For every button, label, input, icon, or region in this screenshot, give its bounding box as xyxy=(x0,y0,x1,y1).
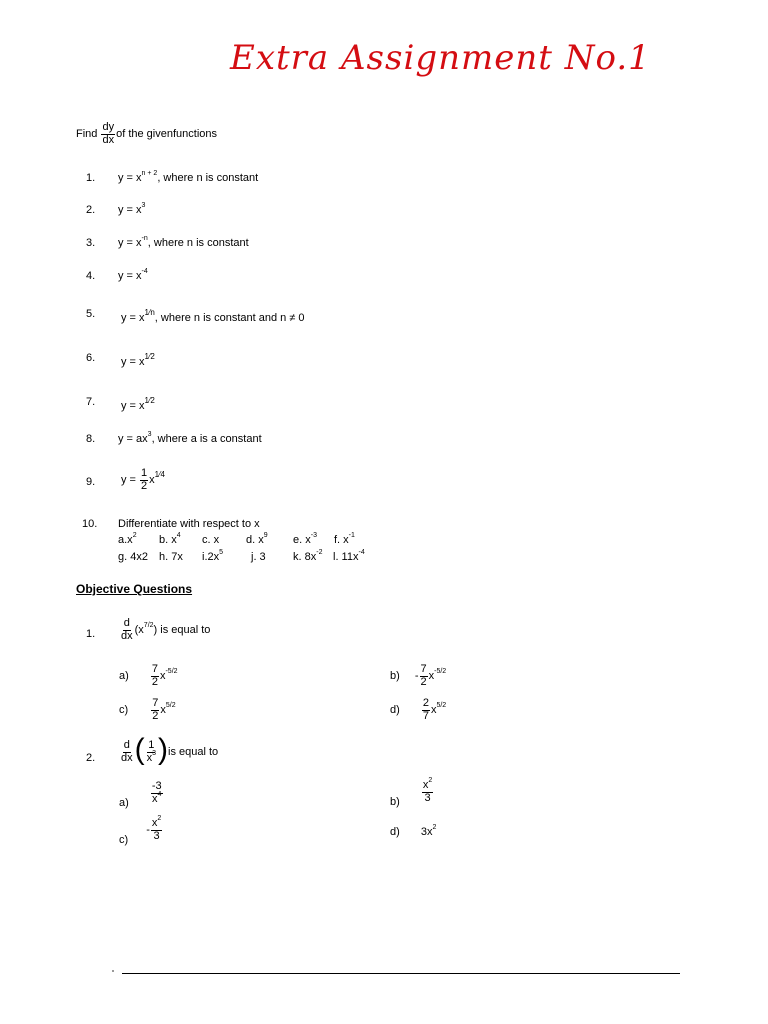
question-stem xyxy=(119,618,210,642)
p10-item xyxy=(333,551,365,563)
item-base: j. 3 xyxy=(251,551,266,563)
item-base: e. x xyxy=(293,534,311,546)
num-base: x xyxy=(422,779,429,791)
footer-rule xyxy=(122,973,680,974)
problem-number: 7. xyxy=(86,396,96,408)
expr-base: y = x xyxy=(118,204,142,216)
question-stem xyxy=(119,733,219,767)
option-label: d) xyxy=(390,826,400,838)
problem-number: 4. xyxy=(86,270,96,282)
item-base: k. 8x xyxy=(293,551,317,563)
option-fraction xyxy=(151,698,159,722)
option-b[interactable] xyxy=(390,664,446,688)
footer-dot xyxy=(112,970,114,972)
option-label: a) xyxy=(119,796,129,809)
p10-item xyxy=(246,534,268,546)
left-paren: ( xyxy=(134,733,145,767)
option-exponent: 2 xyxy=(432,824,437,832)
expr-base: y = x xyxy=(121,356,145,368)
intro-find: Find xyxy=(76,127,98,140)
option-fraction xyxy=(151,664,159,688)
problem-expression xyxy=(118,172,258,184)
option-fraction xyxy=(420,664,428,688)
problem-expression xyxy=(121,396,155,412)
dy-dx-fraction xyxy=(101,122,115,146)
item-base: g. 4x2 xyxy=(118,551,148,563)
expr-base: y = x xyxy=(121,312,145,324)
arg-close: ) xyxy=(153,623,158,636)
item-exponent: -2 xyxy=(316,549,323,557)
option-exponent: -5/2 xyxy=(165,668,178,676)
option-c[interactable] xyxy=(119,698,176,722)
den-base: x xyxy=(146,751,153,764)
item-base: a.x xyxy=(118,534,133,546)
option-b[interactable] xyxy=(390,777,434,808)
fraction-denominator: dx xyxy=(102,133,115,146)
problem-number: 6. xyxy=(86,352,96,364)
arg-exponent: 7/2 xyxy=(143,622,154,630)
option-d[interactable] xyxy=(390,826,436,838)
expr-exponent: 1⁄4 xyxy=(154,469,165,479)
option-exponent: 5/2 xyxy=(436,702,447,710)
problem-instruction: Differentiate with respect to x xyxy=(118,518,260,530)
option-fraction xyxy=(151,781,163,805)
problem-number: 8. xyxy=(86,433,96,445)
option-d[interactable] xyxy=(390,698,446,722)
item-base: b. x xyxy=(159,534,177,546)
item-base: l. 11x xyxy=(333,551,359,563)
question-number: 2. xyxy=(86,752,96,764)
option-label: d) xyxy=(390,703,400,716)
fraction-denominator xyxy=(146,749,157,765)
p10-item xyxy=(159,551,183,563)
question-tail: is equal to xyxy=(168,745,219,758)
item-base: h. 7x xyxy=(159,551,183,563)
expr-exponent: n + 2 xyxy=(141,170,158,178)
expr-base: y = x xyxy=(118,237,142,249)
page-title: Extra Assignment No.1 xyxy=(230,38,651,78)
fraction-numerator xyxy=(422,777,433,793)
expr-tail: , where n is constant xyxy=(147,237,249,249)
option-base: x xyxy=(159,669,166,682)
fraction-denominator xyxy=(151,790,162,806)
item-base: f. x xyxy=(334,534,349,546)
fraction-numerator: -3 xyxy=(151,780,162,792)
fraction-denominator: 7 xyxy=(422,709,429,722)
problem-number: 3. xyxy=(86,237,96,249)
item-exponent: 4 xyxy=(176,532,181,540)
option-base: 3x xyxy=(420,826,433,838)
item-base: c. x xyxy=(202,534,220,546)
problem-number: 9. xyxy=(86,476,96,488)
coefficient-fraction xyxy=(140,468,148,492)
option-label: c) xyxy=(119,833,129,846)
item-base: d. x xyxy=(246,534,264,546)
num-exponent: 2 xyxy=(157,815,162,823)
fraction-denominator: 2 xyxy=(141,479,148,492)
p10-item xyxy=(293,534,317,546)
fraction-numerator: 1 xyxy=(141,467,148,479)
fraction-numerator: 7 xyxy=(151,663,158,675)
expr-exponent: -n xyxy=(141,235,148,243)
expr-base: y = x xyxy=(118,172,142,184)
fraction-denominator: 2 xyxy=(152,709,159,722)
p10-item xyxy=(202,551,223,563)
fraction-denominator: 2 xyxy=(420,675,427,688)
fraction-numerator: d xyxy=(123,617,130,629)
expr-exponent: 1⁄n xyxy=(144,308,155,317)
option-label: b) xyxy=(390,795,400,808)
expr-tail: , where a is a constant xyxy=(151,433,262,445)
p10-item xyxy=(118,534,137,546)
problem-number: 2. xyxy=(86,204,96,216)
intro-rest: of the givenfunctions xyxy=(116,127,217,140)
den-exponent: 3 xyxy=(152,749,157,757)
fraction-numerator: dy xyxy=(102,121,115,133)
option-label: b) xyxy=(390,669,400,682)
expr-tail: , where n is constant xyxy=(157,172,259,184)
d-dx-fraction xyxy=(120,740,134,764)
p10-item xyxy=(159,534,181,546)
num-base: x xyxy=(151,817,158,829)
p10-item xyxy=(251,551,266,563)
option-a[interactable] xyxy=(119,780,164,809)
right-paren: ) xyxy=(158,733,169,767)
fraction-numerator: 7 xyxy=(420,663,427,675)
expr-exponent: 3 xyxy=(141,202,146,210)
objective-heading: Objective Questions xyxy=(76,582,193,596)
p10-item xyxy=(293,551,322,563)
option-base: x xyxy=(160,703,166,716)
option-a[interactable] xyxy=(119,664,178,688)
fraction-denominator: 3 xyxy=(424,791,431,804)
option-exponent: 5/2 xyxy=(165,702,176,710)
arg-base: (x xyxy=(134,623,144,636)
problem-number: 10. xyxy=(82,518,98,530)
fraction-denominator: 3 xyxy=(153,829,160,842)
option-sign: - xyxy=(146,823,150,836)
expr-base: y = x xyxy=(121,400,145,412)
option-c[interactable] xyxy=(119,815,163,846)
item-exponent: 9 xyxy=(263,532,268,540)
fraction-denominator: dx xyxy=(121,751,133,764)
problem-expression xyxy=(118,270,148,282)
fraction-denominator: 2 xyxy=(151,675,158,688)
problem-expression xyxy=(121,308,305,324)
num-exponent: 2 xyxy=(428,777,433,785)
p10-item xyxy=(118,551,148,563)
intro-line xyxy=(76,122,217,146)
item-exponent: -1 xyxy=(348,532,355,540)
option-exponent: -5/2 xyxy=(434,668,447,676)
expr-base: x xyxy=(149,473,155,486)
option-label: a) xyxy=(119,669,129,682)
expr-prefix: y = xyxy=(121,473,140,486)
d-dx-fraction xyxy=(120,618,134,642)
den-exponent: 4 xyxy=(157,790,162,798)
problem-expression xyxy=(121,468,165,492)
problem-number: 1. xyxy=(86,172,96,184)
p10-item xyxy=(202,534,219,546)
question-number: 1. xyxy=(86,628,96,640)
option-sign: - xyxy=(414,669,419,682)
fraction-denominator: dx xyxy=(121,629,133,642)
fraction-numerator: 7 xyxy=(152,697,159,709)
problem-expression xyxy=(118,433,262,445)
den-base: x xyxy=(152,792,158,805)
item-exponent: -4 xyxy=(358,549,365,557)
fraction-numerator: d xyxy=(123,739,130,751)
inner-fraction xyxy=(146,740,157,764)
problem-number: 5. xyxy=(86,308,96,320)
expr-exponent: 1⁄2 xyxy=(144,396,155,405)
option-base: x xyxy=(428,669,435,682)
expr-base: y = ax xyxy=(118,433,148,445)
fraction-numerator xyxy=(151,815,162,831)
question-tail: is equal to xyxy=(160,623,211,636)
expr-exponent: -4 xyxy=(141,268,148,276)
expr-exponent: 3 xyxy=(147,431,152,439)
option-fraction xyxy=(422,698,430,722)
item-exponent: 2 xyxy=(132,532,137,540)
expr-exponent: 1⁄2 xyxy=(144,352,155,361)
option-fraction xyxy=(422,777,433,804)
option-base: x xyxy=(430,703,437,716)
expr-tail: , where n is constant and n ≠ 0 xyxy=(154,312,305,324)
fraction-numerator: 1 xyxy=(148,739,155,751)
expr-base: y = x xyxy=(118,270,142,282)
item-exponent: 5 xyxy=(219,549,224,557)
p10-item xyxy=(334,534,355,546)
item-base: i.2x xyxy=(202,551,220,563)
problem-expression xyxy=(118,237,249,249)
option-fraction xyxy=(151,815,162,842)
fraction-numerator: 2 xyxy=(422,697,429,709)
problem-expression xyxy=(118,204,145,216)
option-label: c) xyxy=(119,703,129,716)
item-exponent: -3 xyxy=(310,532,317,540)
problem-expression xyxy=(121,352,155,368)
